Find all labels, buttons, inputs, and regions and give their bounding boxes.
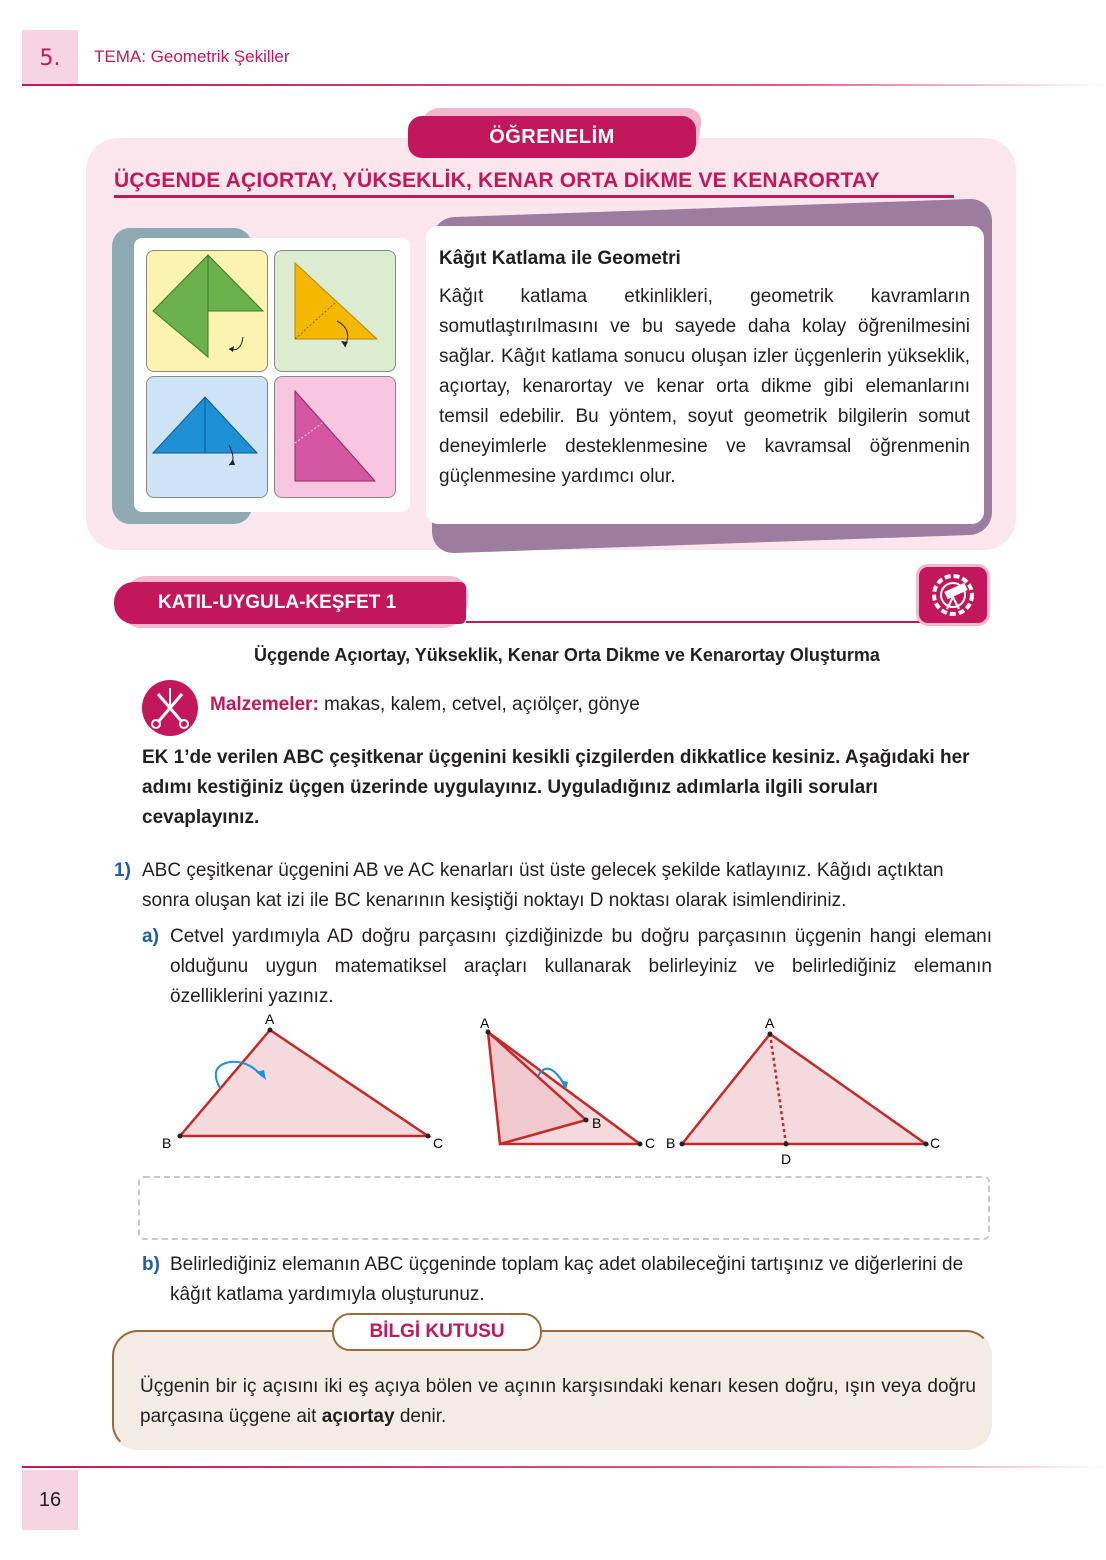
header-divider	[22, 84, 1106, 86]
activity-tab: KATIL-UYGULA-KEŞFET 1	[114, 582, 466, 624]
materials-list: makas, kalem, cetvel, açıölçer, gönye	[318, 694, 640, 715]
question-1a-text: Cetvel yardımıyla AD doğru parçasını çizdiğinizde bu doğru parçasının üçgenin hangi elemanı olduğunu uygun matematiksel araçları kullanarak belirleyiniz ve belirlediğiniz elemanın özelliklerini yazınız.	[170, 926, 992, 1007]
question-1b-label: b)	[142, 1254, 160, 1275]
fold-tile-pink	[274, 376, 396, 498]
activity-instructions: EK 1’de verilen ABC çeşitkenar üçgenini kesikli çizgilerden dikkatlice kesiniz. Aşağıdaki her adımı kestiğiniz üçgen üzerinde uygulayınız. Uyguladığınız adımlarla ilgili soruları cevaplayınız.	[142, 747, 970, 828]
telescope-gear-icon	[916, 564, 990, 626]
t2-label-a: A	[480, 1015, 490, 1031]
t2-label-c: C	[645, 1135, 656, 1151]
info-text-after: denir.	[394, 1406, 447, 1427]
paper-folding-image	[134, 238, 410, 512]
t1-label-b: B	[162, 1135, 172, 1151]
t2-label-b: B	[592, 1115, 602, 1131]
learn-heading: ÜÇGENDE AÇIORTAY, YÜKSEKLİK, KENAR ORTA DİKME VE KENARORTAY	[114, 169, 954, 198]
info-text-bold: açıortay	[321, 1406, 395, 1427]
learn-tab: ÖĞRENELİM	[408, 116, 696, 158]
question-1-number: 1)	[114, 860, 131, 881]
t1-label-a: A	[265, 1011, 275, 1027]
fold-tile-green	[146, 250, 268, 372]
fold-tile-yellow	[274, 250, 396, 372]
paper-folding-card	[426, 226, 984, 524]
triangle-folding-figure	[150, 1008, 950, 1178]
question-1a-label: a)	[142, 926, 159, 947]
materials-line	[210, 694, 640, 716]
info-text-before: Üçgenin bir iç açısını iki eş açıya bölen ve açının karşısındaki kenarı kesen doğru, ışın veya doğru parçasına üçgene ait	[140, 1376, 976, 1427]
t3-label-a: A	[765, 1015, 775, 1031]
t3-label-b: B	[666, 1135, 676, 1151]
answer-box[interactable]	[138, 1176, 990, 1240]
page-number: 16	[22, 1470, 78, 1530]
card-title: Kâğıt Katlama ile Geometri	[439, 248, 681, 269]
footer-divider	[22, 1466, 1106, 1468]
t1-label-c: C	[433, 1135, 444, 1151]
tools-icon	[142, 680, 198, 736]
activity-divider	[466, 621, 986, 623]
unit-number: 5.	[22, 30, 78, 86]
question-1b-text: Belirlediğiniz elemanın ABC üçgeninde toplam kaç adet olabileceğini tartışınız ve diğerlerini de kâğıt katlama yardımıyla oluşturunuz.	[170, 1254, 964, 1305]
info-box-tab: BİLGİ KUTUSU	[332, 1313, 542, 1351]
info-box-text	[140, 1372, 976, 1432]
t3-label-c: C	[930, 1135, 941, 1151]
fold-tile-blue	[146, 376, 268, 498]
question-1-text: ABC çeşitkenar üçgenini AB ve AC kenarları üst üste gelecek şekilde katlayınız. Kâğıdı açtıktan sonra oluşan kat izi ile BC kenarının kesiştiği noktayı D noktası olarak isimlendiriniz.	[142, 860, 944, 911]
theme-title: TEMA: Geometrik Şekiller	[94, 47, 290, 66]
card-text: Kâğıt katlama etkinlikleri, geometrik kavramların somutlaştırılmasını ve bu sayede daha kolay öğrenilmesini sağlar. Kâğıt katlama sonucu oluşan izler üçgenlerin yükseklik, açıortay, kenarortay ve kenar orta dikme gibi elemanlarını temsil edebilir. Bu yöntem, soyut geometrik bilgilerin somut deneyimlerle desteklenmesine ve kavramsal öğrenmenin güçlenmesine yardımcı olur.	[439, 286, 970, 487]
t3-label-d: D	[781, 1151, 792, 1167]
materials-label: Malzemeler:	[210, 694, 319, 715]
activity-subtitle: Üçgende Açıortay, Yükseklik, Kenar Orta Dikme ve Kenarortay Oluşturma	[254, 645, 880, 665]
